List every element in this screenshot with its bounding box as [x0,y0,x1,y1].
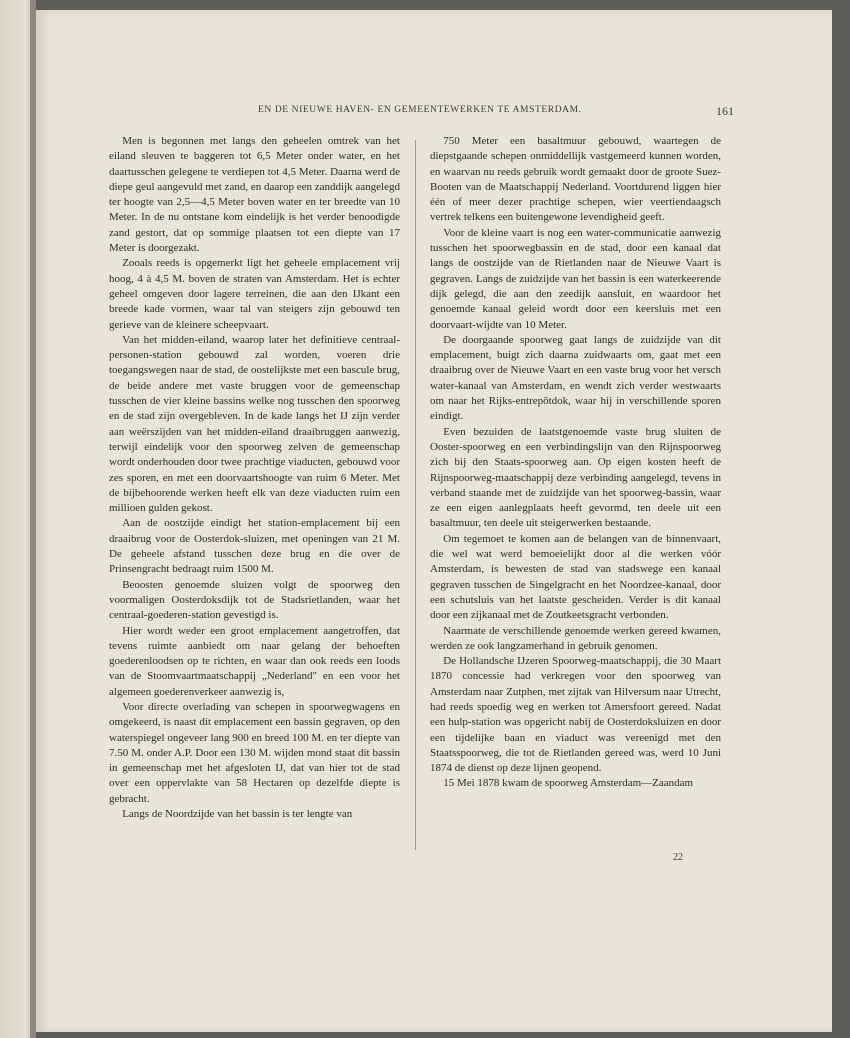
page-number: 161 [716,104,734,118]
paragraph: Van het midden-eiland, waarop later het definitieve centraal-personen-station gebouwd zal worden, voeren drie toegangswegen naar de stad, de oostelijkste met een bascule brug, de beide andere met vaste bruggen voor de gemeenschap tusschen de vier kleine bassins welke nog tusschen den spoorweg en de stad zijn overgebleven. In de kade langs het IJ zijn verder aan weërszijden van het midden-eiland draaibruggen aanwezig, terwijl eindelijk voor den spoorweg zelven de gemeenschap wordt onderhouden door twee prachtige viaducten, gebouwd voor zes sporen, en met een doorvaartshoogte van ruim 6 Meter. Met de bijbehoorende werken heeft elk van deze viaducten ruim een millioen gulden gekost. [109,333,400,515]
paragraph: Aan de oostzijde eindigt het station-emplacement bij een draaibrug voor de Oosterdok-sluizen, met openingen van 21 M. De geheele afstand tusschen deze brug en die over de Prinsengracht bedraagt ruim 1500 M. [109,517,400,576]
paragraph: Naarmate de verschillende genoemde werken gereed kwamen, werden ze ook langzamerhand in gebruik genomen. [430,624,721,652]
paragraph: De doorgaande spoorweg gaat langs de zuidzijde van dit emplacement, buigt zich daarna zuidwaarts om, gaat met een draaibrug over de Nieuwe Vaart en een vaste brug voor het versch water-kanaal van Amsterdam, en wendt zich verder westwaarts om naar het Rijks-entrepôtdok, waar hij in verschillende sporen eindigt. [430,333,721,423]
column-divider [415,140,416,850]
signature-mark: 22 [673,852,683,863]
paragraph: Langs de Noordzijde van het bassin is ter lengte van [122,808,353,821]
paragraph: Zooals reeds is opgemerkt ligt het geheele emplacement vrij hoog, 4 à 4,5 M. boven de straten van Amsterdam. Het is echter geheel omgeven door lagere terreinen, die aan den IJkant een breede kade vormen, waar tal van steigers zijn gebouwd ten gerieve van de kleinere scheepvaart. [109,257,400,331]
paragraph: 750 Meter een basaltmuur gebouwd, waartegen de diepstgaande schepen onmiddellijk vastgemeerd kunnen worden, en waarvan nu reeds gebruik wordt gemaakt door de groote Suez-Booten van de Maatschappij Nederland. Voortdurend liggen hier één of meer dezer prachtige schepen, wier veertiendaagsch vertrek telkens een buitengewone levendigheid geeft. [430,135,721,224]
running-header [36,105,832,119]
paragraph: Voor de kleine vaart is nog een water-communicatie aanwezig tusschen het spoorwegbassin en de stad, door een kanaal dat langs de oostzijde van de Rietlanden naar de Nieuwe Vaart is gegraven. Langs de zuidzijde van het bassin is een waterkeerende dijk gelegd, die aan den zeedijk aansluit, en waardoor het genoemde kanaal geleid wordt door een keersluis met een doorvaart-wijdte van 10 Meter. [430,226,721,331]
paragraph: Om tegemoet te komen aan de belangen van de binnenvaart, die wel wat werd bemoeielijkt door al die werken vóór Amsterdam, is bewesten de stad van stadswege een kanaal gegraven tusschen de Singelgracht en het Noordzee-kanaal, door een schutsluis van het laatste gescheiden. Verder is dit kanaal door een zijkanaal met de Zoutkeetsgracht verbonden. [430,532,721,622]
paragraph: Voor directe overlading van schepen in spoorwegwagens en omgekeerd, is naast dit emplacement een bassin gegraven, op den waterspiegel ongeveer lang 900 en breed 100 M. en ter diepte van 7.50 M. onder A.P. Door een 130 M. wijden mond staat dit bassin in gemeenschap met het afgesloten IJ, dat van hier tot de stad over een oppervlakte van 58 Hectaren op dezelfde diepte is gebracht. [109,700,400,805]
left-column [109,134,400,859]
paragraph: 15 Mei 1878 kwam de spoorweg Amsterdam—Zaandam [443,777,694,790]
right-column [430,134,721,859]
paragraph: Beoosten genoemde sluizen volgt de spoorweg den voormaligen Oosterdoksdijk tot de Stadsrietlanden, waar het centraal-goederen-station gevestigd is. [109,578,400,622]
paragraph: De Hollandsche IJzeren Spoorweg-maatschappij, die 30 Maart 1870 concessie had verkregen voor den spoorweg van Amsterdam naar Zutphen, met zijtak van Hilversum naar Utrecht, had reeds spoedig weg en werken tot Amersfoort gereed. Nadat een hulp-station was opgericht nabij de Oosterdoksluizen en door een tijdelijke baan en viaduct was vereenigd met den Staatsspoorweg, die tot de Rietlanden gereed was, werd 10 Juni 1874 de dienst op deze lijnen geopend. [430,655,721,775]
running-title: EN DE NIEUWE HAVEN- EN GEMEENTEWERKEN TE AMSTERDAM. [258,105,582,115]
paragraph: Men is begonnen met langs den geheelen omtrek van het eiland sleuven te baggeren tot 6,5 Meter onder water, en het daartusschen gelegene te verdiepen tot 4,5 Meter. Daarna werd de diepe geul aangevuld met zand, en daarop een zanddijk aangelegd ter hoogte van 2,5—4,5 Meter boven water en ter breedte van 10 Meter. In de nu ontstane kom eindelijk is het verder benoodigde zand gestort, dat op sommige plaatsen tot een diepte van 17 Meter is doorgezakt. [109,135,400,255]
paragraph: Even bezuiden de laatstgenoemde vaste brug sluiten de Ooster-spoorweg en een verbindingslijn van den Rijnspoorweg zich bij den Staats-spoorweg aan. Op eigen kosten heeft de Rijnspoorweg-maatschappij deze verbinding aangelegd, tevens in verband staande met de zuidzijde van het spoorweg-bassin, waar ze een eigen aanlegplaats heeft gevormd, ten deele uit een basaltmuur, ten deele uit steigerwerken bestaande. [430,425,721,530]
paragraph: Hier wordt weder een groot emplacement aangetroffen, dat tevens ruimte aanbiedt om naar gelang der behoeften goederenloodsen op te richten, en waar dan ook reeds een loods van de Stoomvaartmaatschappij „Nederland" en een voor het algemeen goederenverkeer aanwezig is, [109,624,400,698]
